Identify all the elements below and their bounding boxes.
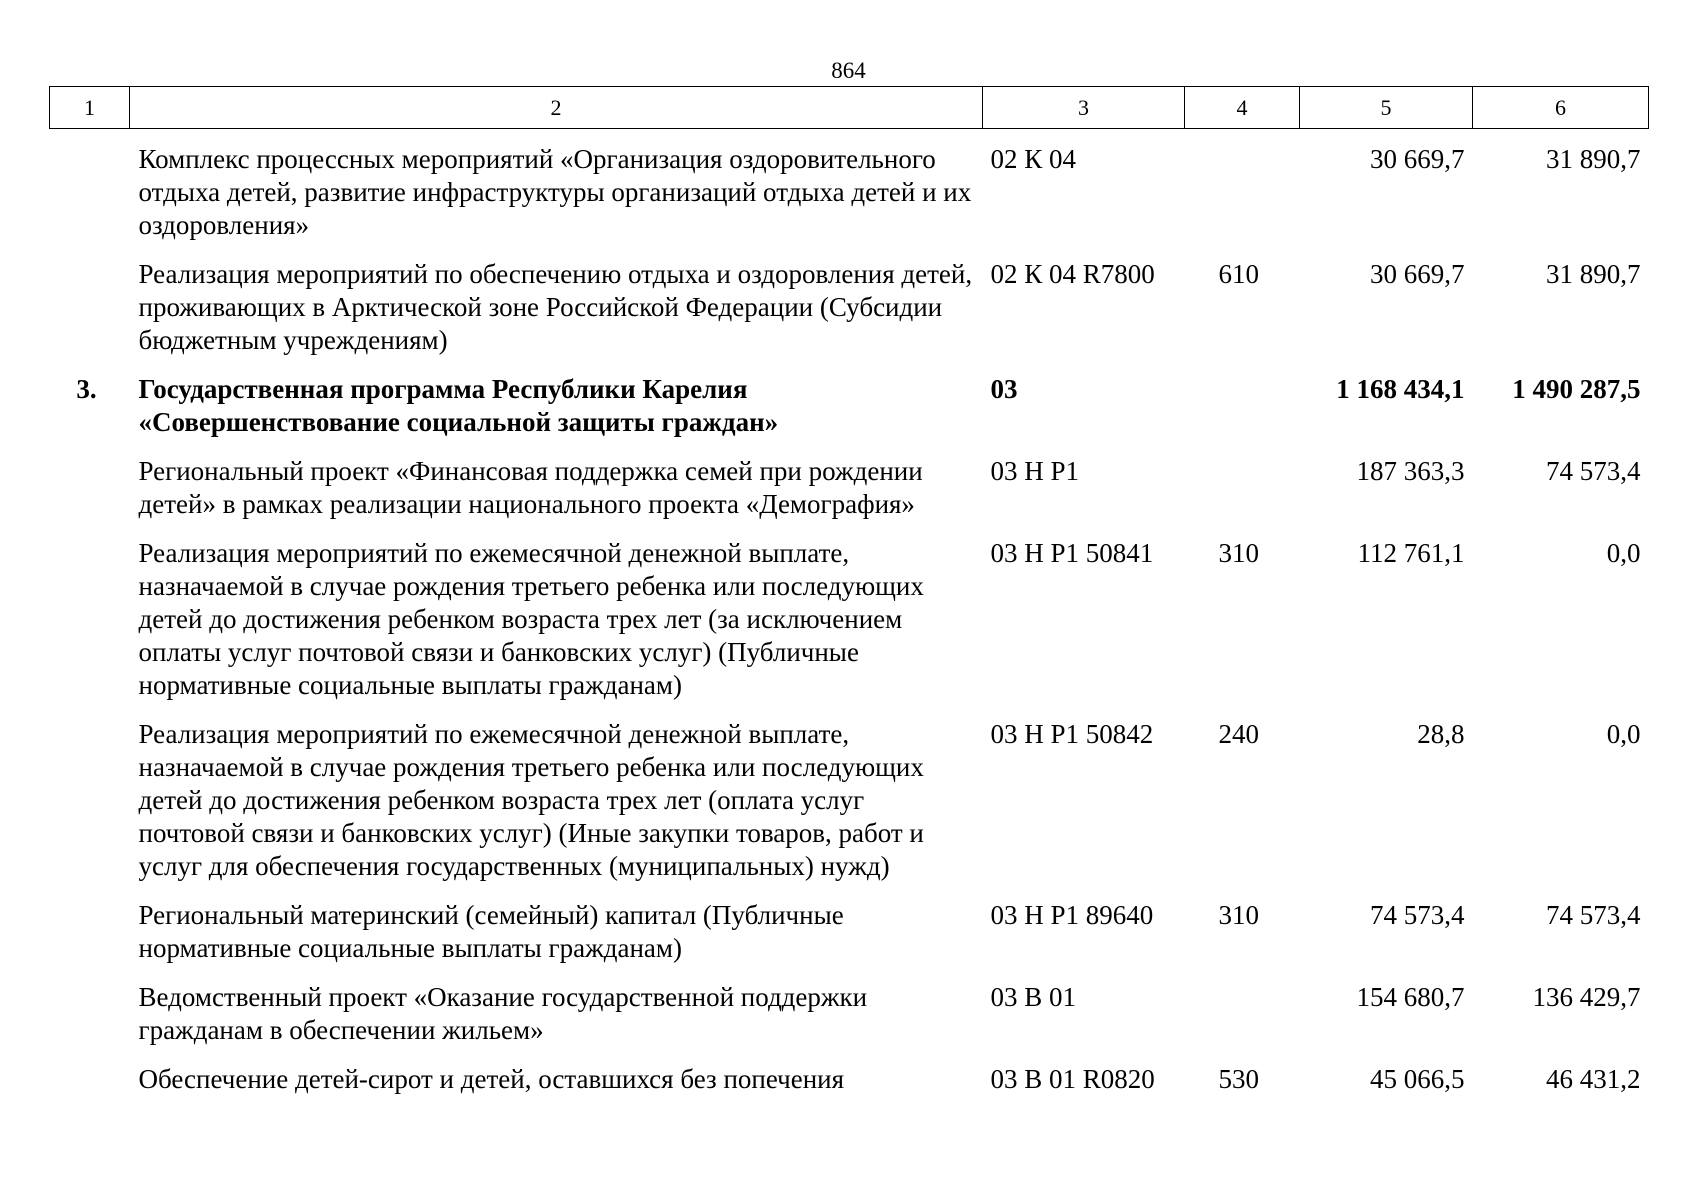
- row-expense-type: [1185, 455, 1300, 537]
- row-sum-year-2: 74 573,4: [1546, 456, 1641, 486]
- row-code: 03 В 01 R0820: [990, 1064, 1155, 1094]
- row-sum-year-1: 74 573,4: [1370, 900, 1465, 930]
- row-sum-year-2: 0,0: [1606, 538, 1641, 568]
- row-number: [50, 899, 130, 981]
- row-code: 02 К 04: [990, 144, 1077, 174]
- row-number: [50, 455, 130, 537]
- row-code: 03 В 01: [990, 982, 1077, 1012]
- row-sum-year-2: 31 890,7: [1546, 259, 1641, 289]
- row-number: [50, 537, 130, 718]
- row-sum-year-2: 31 890,7: [1546, 144, 1641, 174]
- header-col-6: 6: [1473, 87, 1649, 129]
- table-row: [50, 1063, 1649, 1112]
- row-sum-year-1: 30 669,7: [1370, 144, 1465, 174]
- row-expense-type: 530: [1218, 1064, 1259, 1094]
- row-number: [50, 1063, 130, 1112]
- table-row: [50, 899, 1649, 981]
- header-col-1: 1: [50, 87, 130, 129]
- table-row: [50, 455, 1649, 537]
- row-expense-type: 240: [1218, 719, 1259, 749]
- row-code: 02 К 04 R7800: [990, 259, 1155, 289]
- row-expense-type: 310: [1218, 538, 1259, 568]
- row-sum-year-1: 154 680,7: [1356, 982, 1465, 1012]
- row-code: 03 Н Р1: [990, 456, 1080, 486]
- table-header: [50, 87, 1649, 129]
- row-code: 03 Н Р1 50841: [990, 538, 1154, 568]
- row-sum-year-1: 1 168 434,1: [1336, 374, 1465, 404]
- header-col-2: 2: [130, 87, 983, 129]
- row-name: Комплекс процессных мероприятий «Организация оздоровительного отдыха детей, развитие инфраструктуры организаций отдыха детей и их оздоровления»: [138, 144, 972, 240]
- row-expense-type: 310: [1218, 900, 1259, 930]
- header-col-4: 4: [1185, 87, 1300, 129]
- page-number: 864: [831, 58, 866, 83]
- row-sum-year-1: 187 363,3: [1356, 456, 1465, 486]
- table-row: [50, 129, 1649, 259]
- row-sum-year-2: 0,0: [1606, 719, 1641, 749]
- table-row: [50, 981, 1649, 1063]
- table-row: [50, 373, 1649, 455]
- row-sum-year-2: 1 490 287,5: [1512, 374, 1641, 404]
- row-name: Региональный материнский (семейный) капитал (Публичные нормативные социальные выплаты гражданам): [138, 900, 844, 963]
- row-code: 03 Н Р1 89640: [990, 900, 1154, 930]
- table-row: [50, 258, 1649, 373]
- row-name: Региональный проект «Финансовая поддержка семей при рождении детей» в рамках реализации национального проекта «Демография»: [138, 456, 923, 519]
- row-sum-year-2: 74 573,4: [1546, 900, 1641, 930]
- row-expense-type: 610: [1218, 259, 1259, 289]
- row-sum-year-1: 45 066,5: [1370, 1064, 1465, 1094]
- row-number: [50, 258, 130, 373]
- table-row: [50, 537, 1649, 718]
- row-name: Реализация мероприятий по ежемесячной денежной выплате, назначаемой в случае рождения третьего ребенка или последующих детей до достижения ребенком возраста трех лет (за исключением оплаты услуг почтовой связи и банковских услуг) (Публичные нормативные социальные выплаты гражданам): [138, 538, 924, 700]
- row-code: 03: [990, 374, 1018, 404]
- row-expense-type: [1185, 981, 1300, 1063]
- row-name: Ведомственный проект «Оказание государственной поддержки гражданам в обеспечении жильем»: [138, 982, 868, 1045]
- row-sum-year-2: 136 429,7: [1532, 982, 1641, 1012]
- row-name: Обеспечение детей-сирот и детей, оставшихся без попечения: [138, 1064, 845, 1094]
- table-body: [50, 129, 1649, 1113]
- header-row: [50, 87, 1649, 129]
- row-sum-year-1: 112 761,1: [1357, 538, 1465, 568]
- row-name: Реализация мероприятий по ежемесячной денежной выплате, назначаемой в случае рождения третьего ребенка или последующих детей до достижения ребенком возраста трех лет (оплата услуг почтовой связи и банковских услуг) (Иные закупки товаров, работ и услуг для обеспечения государственных (муниципальных) нужд): [138, 719, 924, 881]
- row-number: [50, 718, 130, 899]
- row-name: Реализация мероприятий по обеспечению отдыха и оздоровления детей, проживающих в Арктической зоне Российской Федерации (Субсидии бюджетным учреждениям): [138, 259, 973, 355]
- row-sum-year-1: 30 669,7: [1370, 259, 1465, 289]
- row-sum-year-2: 46 431,2: [1546, 1064, 1641, 1094]
- row-number: 3.: [76, 374, 97, 404]
- header-col-5: 5: [1300, 87, 1473, 129]
- row-expense-type: [1185, 373, 1300, 455]
- row-name: Государственная программа Республики Карелия «Совершенствование социальной защиты граждан»: [138, 374, 779, 437]
- row-number: [50, 129, 130, 259]
- row-code: 03 Н Р1 50842: [990, 719, 1154, 749]
- budget-table: [49, 86, 1649, 1112]
- row-number: [50, 981, 130, 1063]
- row-sum-year-1: 28,8: [1417, 719, 1465, 749]
- header-col-3: 3: [983, 87, 1185, 129]
- table-row: [50, 718, 1649, 899]
- row-expense-type: [1185, 129, 1300, 259]
